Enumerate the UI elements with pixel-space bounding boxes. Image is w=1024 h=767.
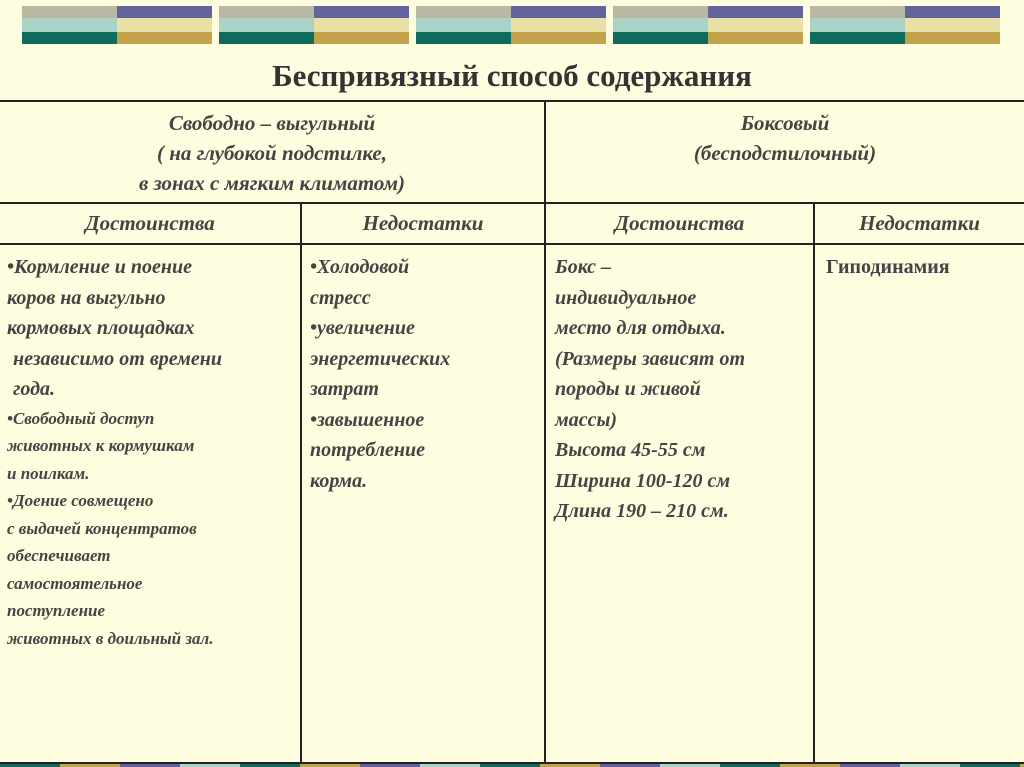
decor-bar-2 [219, 6, 409, 44]
box-subtitle: (бесподстилочный) [693, 141, 877, 165]
text-line: и поилкам. [7, 463, 90, 483]
text-line: года. [13, 378, 56, 400]
text-line: Гиподинамия [826, 256, 950, 278]
decor-bar-1 [22, 6, 212, 44]
text-line: поступление [7, 601, 106, 620]
decor-bar-5 [810, 6, 1000, 44]
text-line: •увеличение [310, 317, 415, 339]
text-line: обеспечивает [7, 546, 111, 565]
text-line: стресс [310, 286, 371, 309]
subheader-advantages-2: Достоинства [614, 211, 745, 235]
text-line: животных к кормушкам [7, 436, 195, 455]
table-divider-left [300, 202, 302, 764]
table-border-top [0, 100, 1024, 102]
subheader-advantages-1: Достоинства [85, 211, 215, 235]
text-line: затрат [310, 378, 379, 400]
text-line: с выдачей концентратов [7, 518, 197, 538]
text-line: •Холодовой [310, 256, 410, 278]
box-title: Боксовый [740, 111, 830, 135]
text-line: породы и живой [555, 378, 701, 400]
text-line: •завышенное [310, 408, 425, 431]
text-line: •Свободный доступ [7, 408, 155, 428]
text-line: (Размеры зависят от [555, 347, 746, 370]
page-title: Беспривязный способ содержания [272, 58, 752, 93]
cell-box-advantages [555, 252, 811, 527]
cell-free-range-disadvantages [310, 252, 542, 496]
free-range-title: Свободно – выгульный [168, 111, 376, 135]
text-line: потребление [310, 439, 426, 461]
text-line: Высота 45-55 см [555, 439, 706, 461]
text-line: коров на выгульно [7, 286, 166, 309]
text-line: •Доение совмещено [7, 491, 154, 510]
free-range-subtitle-2: в зонах с мягким климатом) [139, 171, 405, 195]
subheader-disadvantages-1: Недостатки [362, 211, 484, 235]
text-line: самостоятельное [7, 573, 143, 593]
table-border-mid2 [0, 243, 1024, 245]
text-line: Бокс – [555, 256, 611, 278]
free-range-subtitle-1: ( на глубокой подстилке, [157, 141, 387, 165]
text-line: корма. [310, 469, 368, 492]
table-border-bottom [0, 762, 1024, 764]
box-header [546, 108, 1024, 168]
text-line: •Кормление и поение [7, 256, 192, 278]
text-line: животных в доильный зал. [7, 628, 214, 648]
subheader-disadvantages-2: Недостатки [859, 211, 980, 235]
text-line: независимо от времени [13, 347, 222, 370]
text-line: Ширина 100-120 см [555, 469, 731, 492]
text-line: индивидуальное [555, 286, 697, 309]
text-line: место для отдыха. [555, 317, 726, 339]
table-divider-main [544, 100, 546, 764]
cell-free-range-advantages [7, 252, 297, 652]
decor-bar-3 [416, 6, 606, 44]
text-line: кормовых площадках [7, 317, 195, 339]
cell-box-disadvantages [826, 252, 1022, 283]
text-line: Длина 190 – 210 см. [555, 500, 729, 522]
text-line: энергетических [310, 347, 451, 370]
table-border-mid1 [0, 202, 1024, 204]
decor-bar-4 [613, 6, 803, 44]
table-divider-right [813, 202, 815, 764]
text-line: массы) [555, 408, 617, 431]
free-range-header [0, 108, 544, 198]
